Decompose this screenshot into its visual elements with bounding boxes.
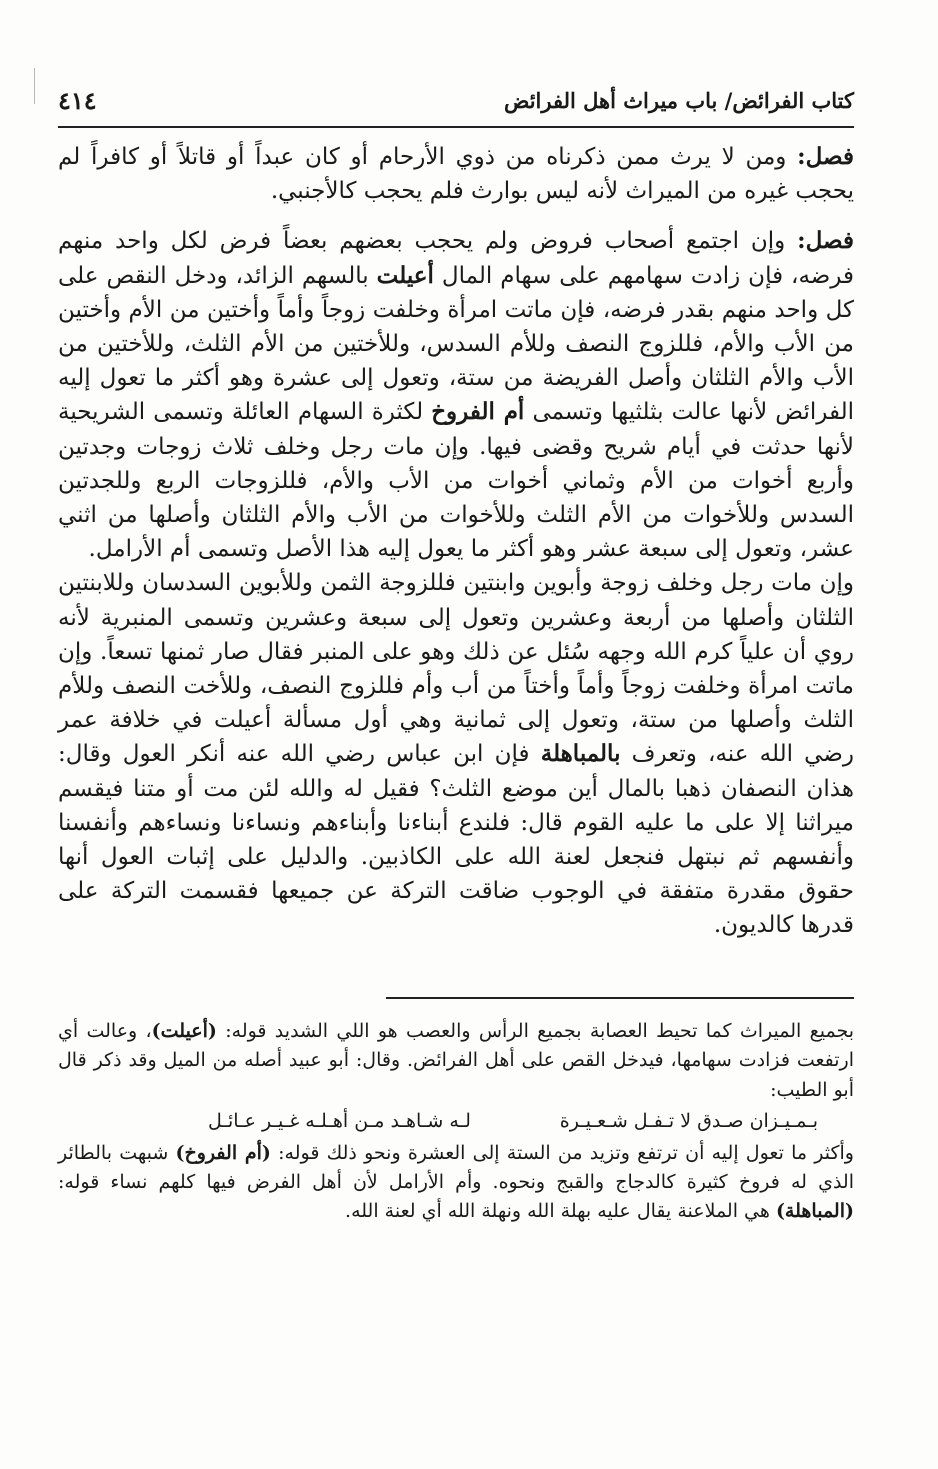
paragraph-fasl-2 [58, 224, 854, 566]
page-number: ٤١٤ [58, 86, 97, 115]
paragraph-text: فإن ابن عباس رضي الله عنه أنكر العول وقال: هذان النصفان ذهبا بالمال أين موضع الثلث؟ فقيل له والله لئن مت أو متنا فيقسم ميراثنا إلا على ما عليه القوم قال: فلندع أبناءنا وأبناءهم ونساءنا ونساءهم وأنفسنا وأنفسهم ثم نبتهل فنجعل لعنة الله على الكاذبين. والدليل على إثبات العول أنها حقوق مقدرة متفقة في الوجوب ضاقت التركة عن جميعها فقسمت التركة على قدرها كالديون. [58, 741, 854, 939]
footnote-rule [386, 997, 854, 999]
footnote-2 [58, 1139, 854, 1227]
paragraph-text: ومن لا يرث ممن ذكرناه من ذوي الأرحام أو كان عبداً أو قاتلاً أو كافراً لم يحجب غيره من الميراث لأنه ليس بوارث فلم يحجب كالأجنبي. [58, 144, 854, 205]
running-header [58, 84, 854, 124]
footnote-term: (أم الفروخ) [175, 1141, 271, 1164]
bold-term-umm-alfurukh: أم الفروخ [431, 398, 525, 426]
verse-first-hemistich: بـمـيـزان صـدق لا تـفـل شـعـيـرة [559, 1110, 818, 1133]
footnote-text: هي الملاعنة يقال عليه بهلة الله ونهلة الله أي لعنة الله. [345, 1200, 776, 1223]
footnote-text: ، وعالت أي ارتفعت فزادت سهامها، فيدخل القص على أهل الفرائض. وقال: أبو عبيد أصله من الميل وقد ذكر قال أبو الطيب: [58, 1020, 854, 1101]
paragraph-text: لكثرة السهام العائلة وتسمى الشريحية لأنها حدثت في أيام شريح وقضى فيها. وإن مات رجل وخلف ثلاث زوجات وجدتين وأربع أخوات من الأم وثماني أخوات من الأب والأم، فللزوجات الربع وللجدتين السدس وللأخوات من الأم الثلث وللأخوات من الأب والأم الثلثان وأصلها من اثني عشر، وتعول إلى سبعة عشر وهو أكثر ما يعول إليه هذا الأصل وتسمى أم الأرامل. [58, 399, 854, 563]
header-title: كتاب الفرائض/ باب ميراث أهل الفرائض [503, 88, 854, 113]
poetry-verse [58, 1107, 854, 1136]
footnote-text: وأكثر ما تعول إليه أن ترتفع وتزيد من الستة إلى العشرة ونحو ذلك قوله: [270, 1141, 854, 1164]
footnote-text: بجميع الميراث كما تحيط العصابة بجميع الرأس والعصب هو اللي الشديد قوله: [216, 1020, 854, 1042]
footnotes [58, 1017, 854, 1227]
bold-term-aylat: أعيلت [376, 261, 434, 289]
margin-mark [34, 68, 35, 104]
header-rule [58, 126, 854, 128]
main-text [58, 140, 854, 943]
paragraph-text: بالسهم الزائد، ودخل النقص على كل واحد منهم بقدر فرضه، فإن ماتت امرأة وخلفت زوجاً وأماً وأختين من الأم وأختين من الأب والأم، فللزوج النصف وللأم السدس، وللأختين من الأم الثلث، وللأختين من الأب والأم الثلثان وأصل الفريضة من ستة، وتعول إلى عشرة وهو أكثر ما تعول إليه الفرائض لأنها عالت بثلثيها وتسمى [58, 262, 854, 426]
paragraph-minbariyya [58, 566, 854, 942]
fasl-label: فصل: [797, 227, 854, 255]
footnote-term: (المباهلة) [775, 1200, 854, 1223]
footnote-term: (أعيلت) [151, 1020, 217, 1042]
paragraph-text: وإن اجتمع أصحاب فروض ولم يحجب بعضهم بعضاً فرض لكل واحد منهم فرضه، فإن زادت سهامهم على سهام المال [58, 228, 854, 289]
footnote-text: شبهت بالطائر الذي له فروخ كثيرة كالدجاج والقبج ونحوه. وأم الأرامل لأن أهل الفرض فيها كلهم نساء قوله: [58, 1141, 854, 1194]
paragraph-text: وإن مات رجل وخلف زوجة وأبوين وابنتين فللزوجة الثمن وللأبوين السدسان وللابنتين الثلثان وأصلها من أربعة وعشرين وتعول إلى سبعة وعشرين وتسمى المنبرية لأنه روي أن علياً كرم الله وجهه سُئل عن ذلك وهو على المنبر فقال صار ثمنها تسعاً. وإن ماتت امرأة وخلفت زوجاً وأماً وأختاً من أب وأم فللزوج النصف، وللأخت النصف وللأم الثلث وأصلها من ستة، وتعول إلى ثمانية وهي أول مسألة أعيلت في خلافة عمر رضي الله عنه، وتعرف [58, 570, 854, 768]
paragraph-fasl-1 [58, 140, 854, 208]
bold-term-mubahala: بالمباهلة [540, 740, 621, 768]
verse-second-hemistich: لـه شـاهـد مـن أهـلـه غـيـر عـائـل [208, 1110, 471, 1133]
footnote-1 [58, 1017, 854, 1105]
fasl-label: فصل: [797, 143, 854, 170]
